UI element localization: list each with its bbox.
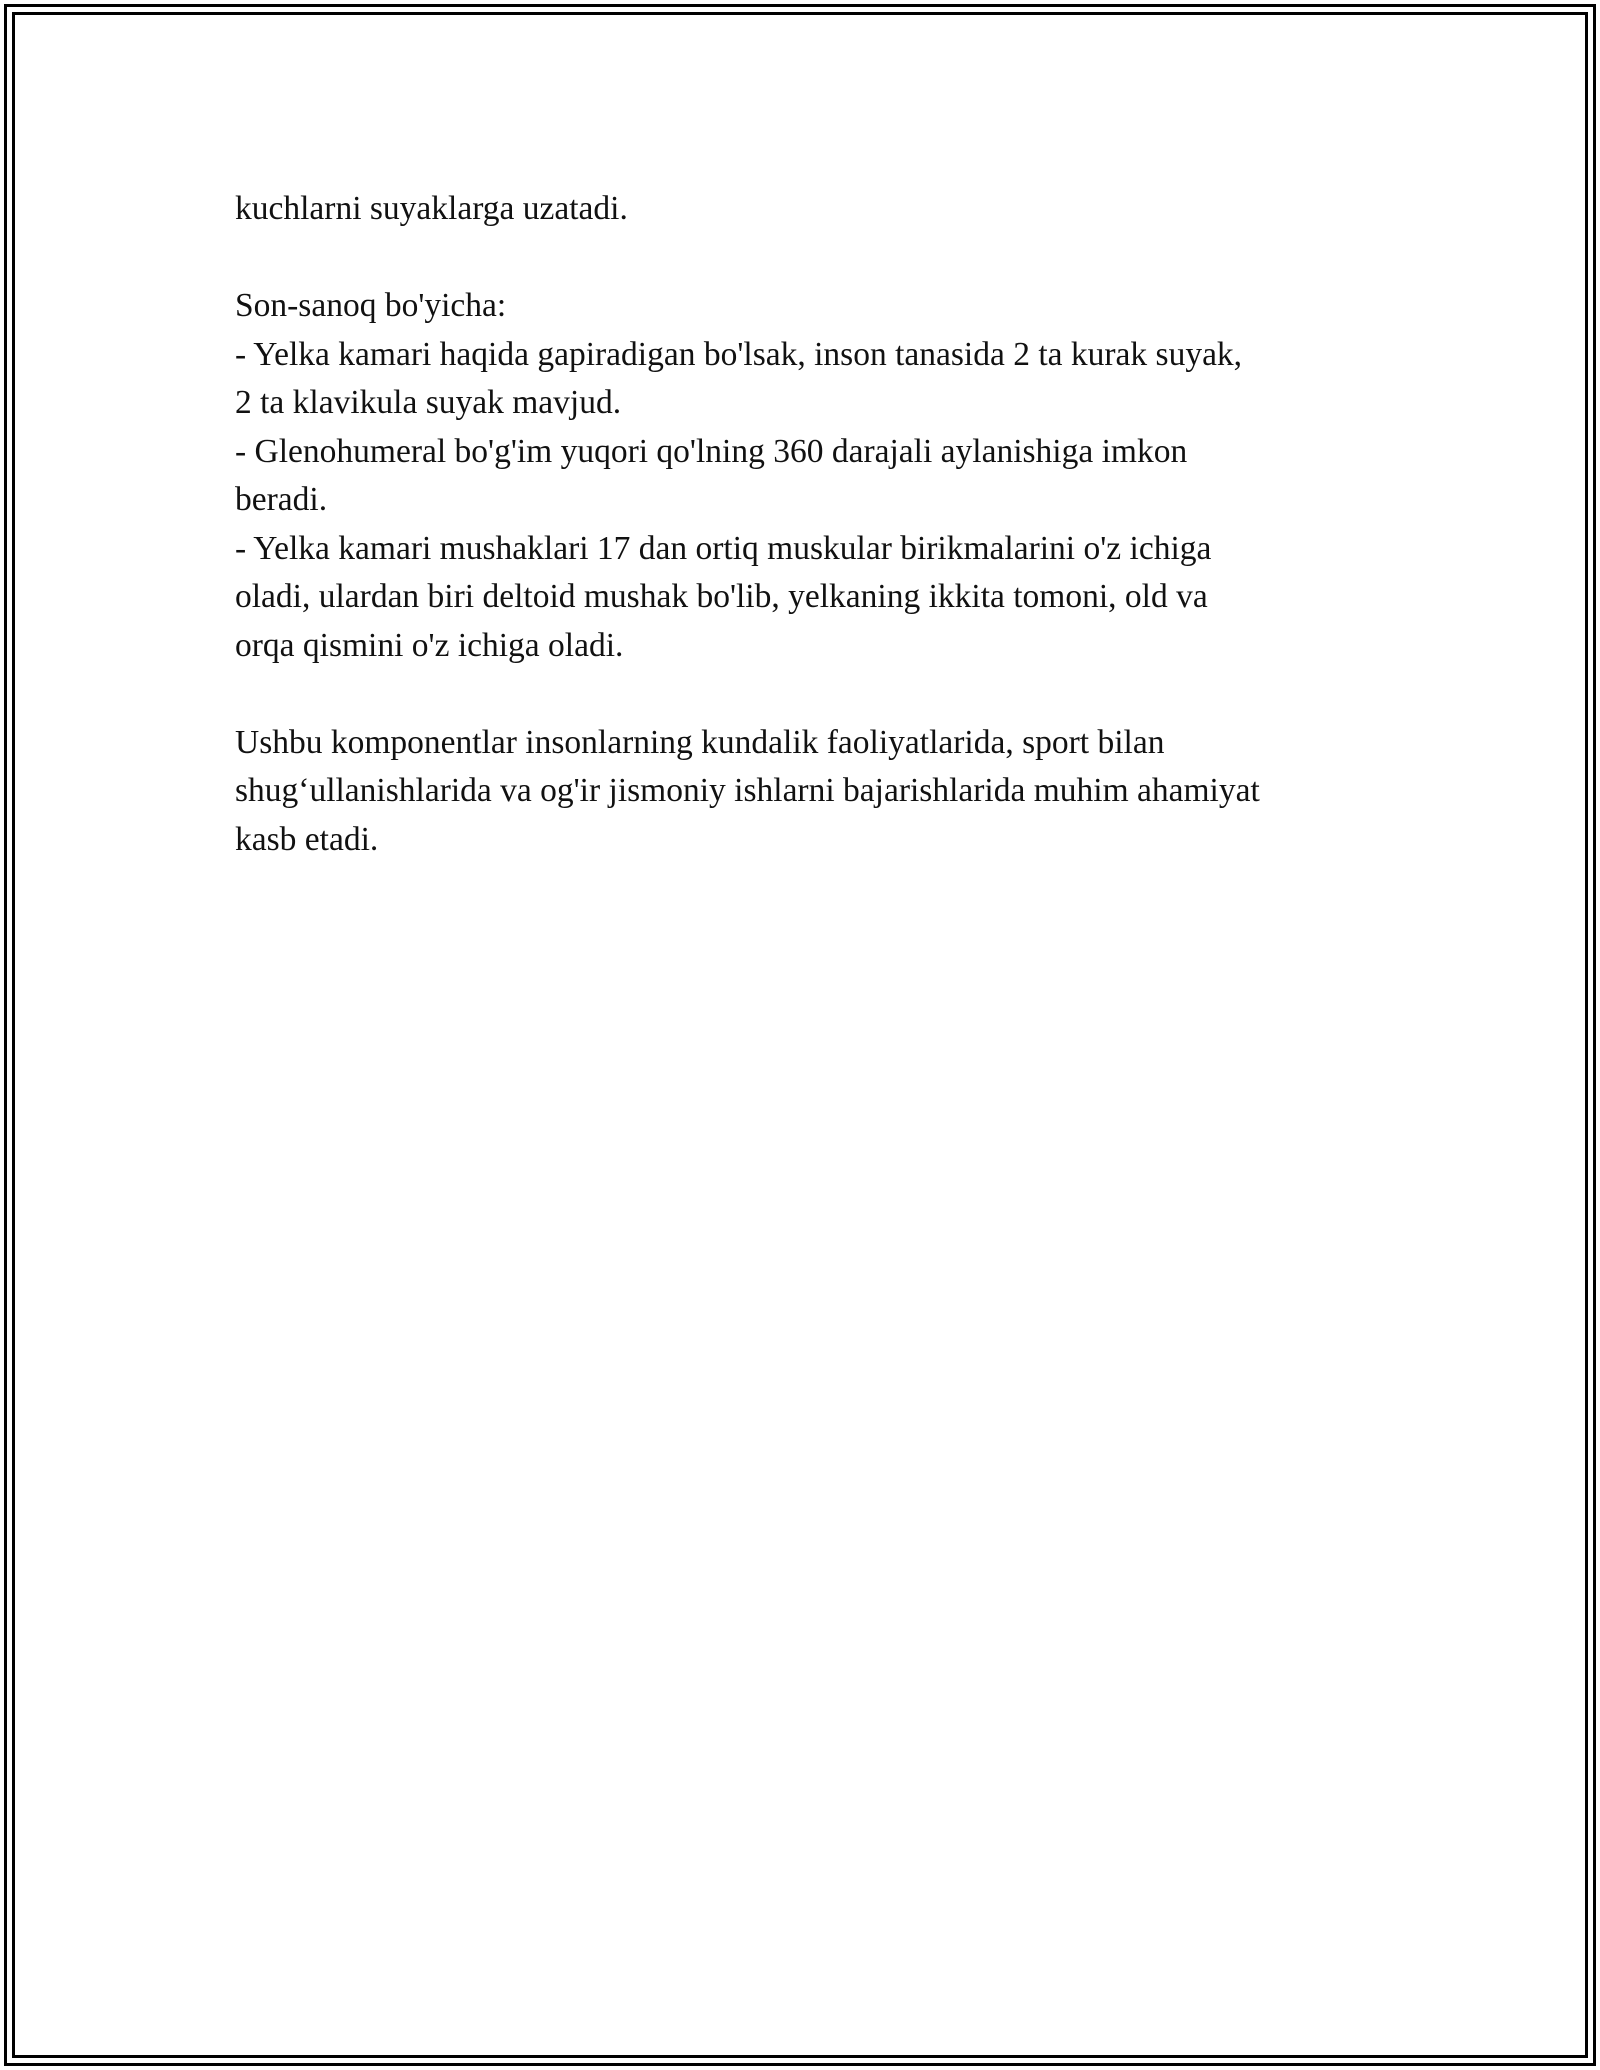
text-line: beradi. [235,481,328,518]
text-line: oladi, ulardan biri deltoid mushak bo'lib, yelkaning ikkita tomoni, old va [235,578,1208,615]
paragraph-statistics [235,282,1365,670]
text-line: Son-sanoq bo'yicha: [235,287,507,324]
paragraph-conclusion [235,719,1365,865]
text-line: orqa qismini o'z ichiga oladi. [235,626,624,664]
text-line: kuchlarni suyaklarga uzatadi. [235,190,628,227]
text-line: 2 ta klavikula suyak mavjud. [235,384,622,421]
text-line: - Glenohumeral bo'g'im yuqori qo'lning 360 darajali aylanishiga imkon [235,432,1188,470]
text-line: shug‘ullanishlarida va og'ir jismoniy ishlarni bajarishlarida muhim ahamiyat [235,772,1260,809]
paragraph-gap [235,670,1365,719]
text-line: - Yelka kamari mushaklari 17 dan ortiq muskular birikmalarini o'z ichiga [235,529,1212,567]
text-line: Ushbu komponentlar insonlarning kundalik faoliyatlarida, sport bilan [235,723,1165,761]
text-line: kasb etadi. [235,820,379,858]
document-body [235,185,1365,864]
text-line: - Yelka kamari haqida gapiradigan bo'lsak, inson tanasida 2 ta kurak suyak, [235,335,1243,373]
paragraph-continuation [235,185,1365,234]
paragraph-gap [235,234,1365,283]
